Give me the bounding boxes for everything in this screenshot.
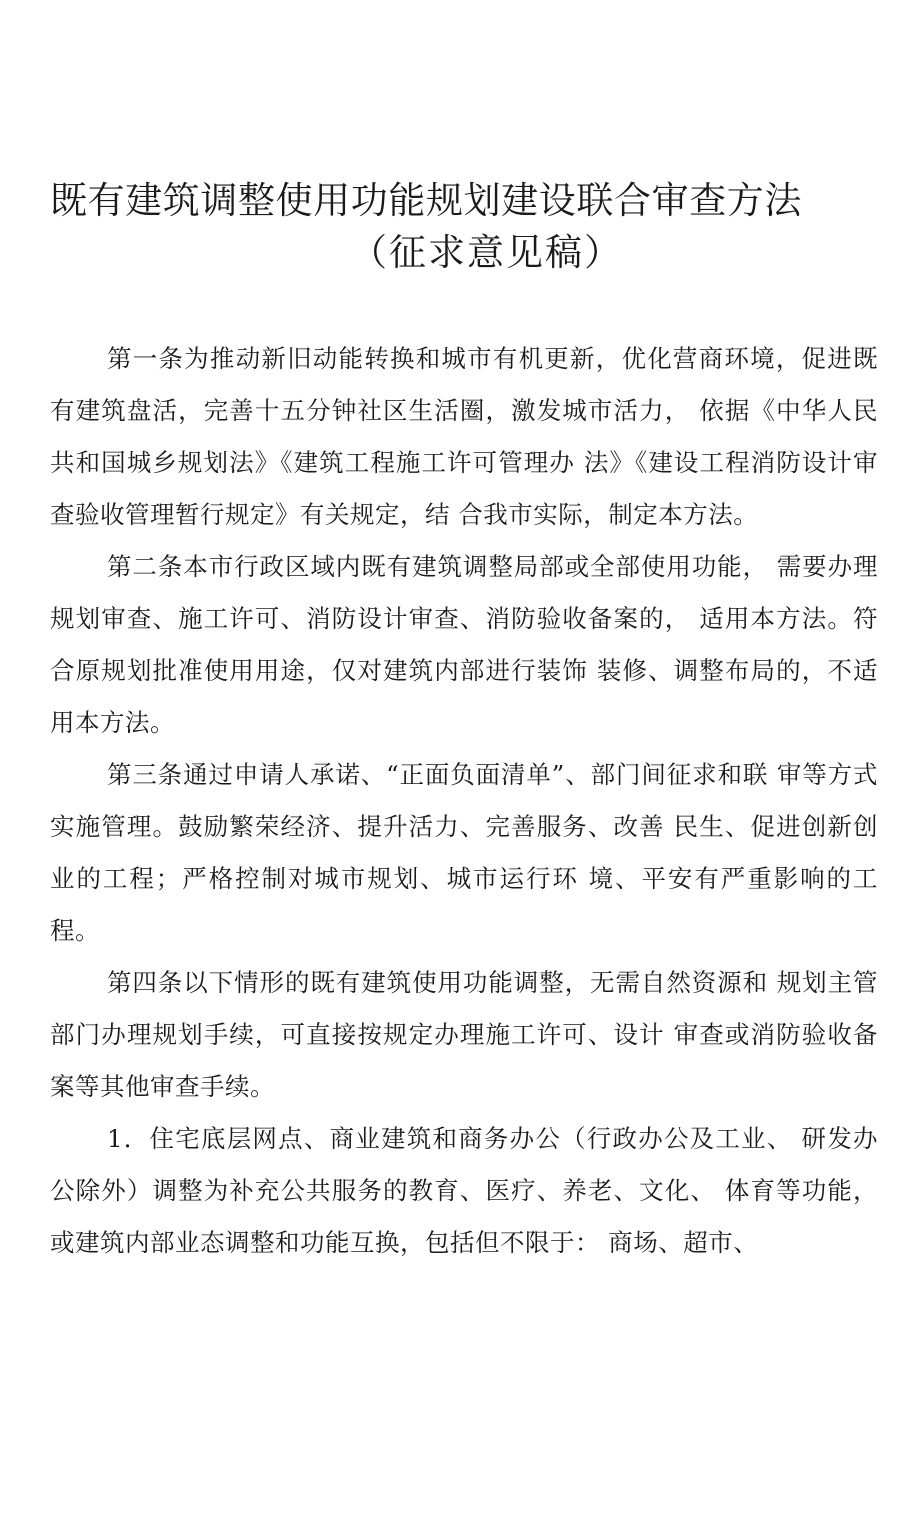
paragraph-item-1: 1．住宅底层网点、商业建筑和商务办公（行政办公及工业、 研发办公除外）调整为补充公共服务的教育、医疗、养老、文化、 体育等功能，或建筑内部业态调整和功能互换，包括但不限于： 商场、超市、 (50, 1124, 878, 1257)
paragraph-article-2: 第二条本市行政区域内既有建筑调整局部或全部使用功能， 需要办理规划审查、施工许可、消防设计审查、消防验收备案的， 适用本方法。符合原规划批准使用用途，仅对建筑内部进行装饰 装修、调整布局的，不适用本方法。 (50, 552, 878, 737)
paragraph-article-3: 第三条通过申请人承诺、“正面负面清单”、部门间征求和联 审等方式实施管理。鼓励繁荣经济、提升活力、完善服务、改善 民生、促进创新创业的工程；严格控制对城市规划、城市运行环 境、平安有严重影响的工程。 (50, 760, 878, 945)
document-body (50, 333, 878, 1269)
paragraph-article-1: 第一条为推动新旧动能转换和城市有机更新，优化营商环境，促进既有建筑盘活，完善十五分钟社区生活圈，激发城市活力， 依据《中华人民共和国城乡规划法》《建筑工程施工许可管理办 法》《建设工程消防设计审查验收管理暂行规定》有关规定，结 合我市实际，制定本方法。 (50, 344, 878, 529)
title-main: 既有建筑调整使用功能规划建设联合审查方法 (50, 179, 802, 222)
title-subtitle: （征求意见稿） (350, 231, 623, 274)
paragraph-article-4: 第四条以下情形的既有建筑使用功能调整，无需自然资源和 规划主管部门办理规划手续，可直接按规定办理施工许可、设计 审查或消防验收备案等其他审查手续。 (50, 968, 878, 1101)
